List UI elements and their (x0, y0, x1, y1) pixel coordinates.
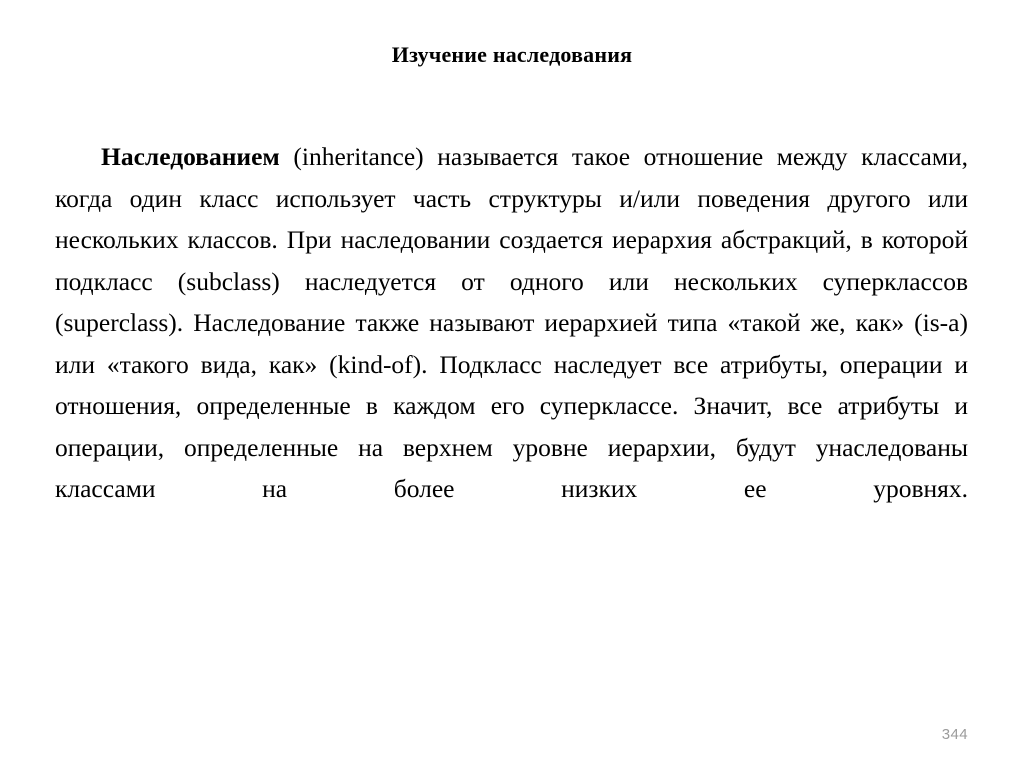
definition-paragraph (55, 136, 968, 551)
page-number: 344 (941, 726, 968, 743)
defined-term: Наследованием (101, 142, 280, 171)
page-title: Изучение наследования (391, 41, 633, 67)
body-text-block (55, 136, 968, 551)
definition-text: (inheritance) называется такое отношение между классами, когда один класс использует часть структуры и/или поведения другого или нескольких классов. При наследовании создается иерархия абстракций, в которой подкласс (subclass) наследуется от одного или нескольких суперклассов (superclass). Наследование также называют иерархией типа «такой же, как» (is-a) или «такого вида, как» (kind-of). Подкласс наследует все атрибуты, операции и отношения, определенные в каждом его суперклассе. Значит, все атрибуты и операции, определенные на верхнем уровне иерархии, будут унаследованы классами на более низких ее уровнях. (55, 142, 968, 503)
